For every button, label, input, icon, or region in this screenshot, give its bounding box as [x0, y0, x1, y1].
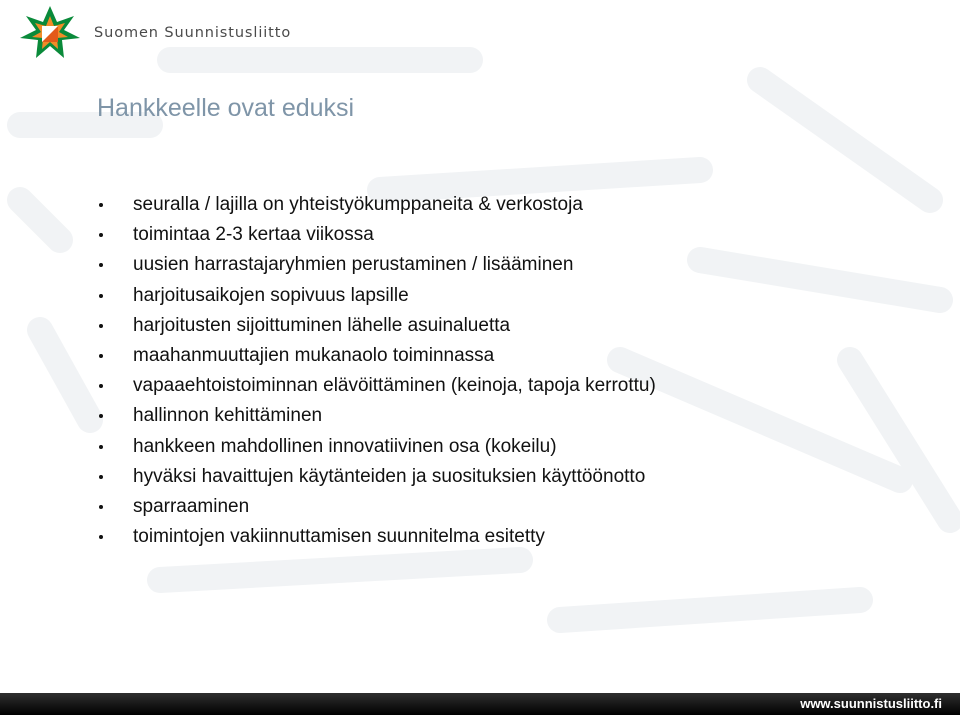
slide-title: Hankkeelle ovat eduksi — [97, 94, 355, 122]
bullet-item: sparraaminen — [96, 492, 656, 522]
orienteering-star-logo — [12, 4, 88, 60]
bullet-item: toimintojen vakiinnuttamisen suunnitelma esitetty — [96, 522, 656, 552]
bullet-item: hallinnon kehittäminen — [96, 401, 656, 431]
organization-name: Suomen Suunnistusliitto — [94, 25, 292, 41]
header — [12, 4, 291, 60]
bullet-item: maahanmuuttajien mukanaolo toiminnassa — [96, 341, 656, 371]
bullet-item: harjoitusaikojen sopivuus lapsille — [96, 281, 656, 311]
bullet-item: seuralla / lajilla on yhteistyökumppaneita & verkostoja — [96, 190, 656, 220]
bullet-item: toimintaa 2-3 kertaa viikossa — [96, 220, 656, 250]
footer-website-link[interactable]: www.suunnistusliitto.fi — [800, 696, 942, 711]
footer-bar — [0, 693, 960, 715]
bullet-item: uusien harrastajaryhmien perustaminen / lisääminen — [96, 250, 656, 280]
bullet-item: vapaaehtoistoiminnan elävöittäminen (keinoja, tapoja kerrottu) — [96, 371, 656, 401]
bullet-list — [96, 190, 656, 552]
bullet-item: harjoitusten sijoittuminen lähelle asuinaluetta — [96, 311, 656, 341]
bullet-item: hankkeen mahdollinen innovatiivinen osa (kokeilu) — [96, 432, 656, 462]
bullet-item: hyväksi havaittujen käytänteiden ja suosituksien käyttöönotto — [96, 462, 656, 492]
